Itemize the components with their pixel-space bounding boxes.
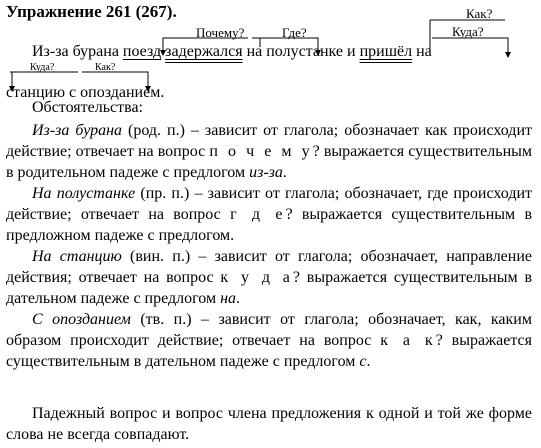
question-gde: Где? (282, 25, 307, 40)
paragraph-na-polustanke (6, 183, 532, 246)
word-prishel: пришёл (359, 43, 413, 60)
word-polustanke: полустанке (266, 43, 343, 60)
paragraph-text: ? выражается существительным в дательном падеже с предлогом (6, 332, 532, 370)
paragraph-lead: На станцию (32, 248, 122, 265)
spaced-question: г д е (230, 206, 286, 223)
paragraph-end: . (366, 353, 371, 370)
paragraph-text: (вин. п.) – зависит от глагола; обозначает, направление действия; отвечает на вопрос (6, 248, 533, 286)
paragraph-lead: С опозданием (32, 311, 131, 328)
arrow-kuda-top (432, 38, 508, 52)
word-na: на (246, 43, 263, 60)
paragraph-iz-za-burana (6, 120, 532, 183)
paragraph-na-stanciyu (6, 246, 532, 309)
example-sentence-line2: станцию с опозданием. (6, 84, 165, 101)
paragraph-text: ? выражается существительным в родительном падеже с предлогом (6, 143, 533, 181)
paragraph-text: (тв. п.) – зависит от глагола; обозначает, как, каким образом происходит действие; отвечает на вопрос (6, 311, 532, 349)
preposition: на (220, 290, 237, 307)
paragraph-lead: На полустанке (32, 185, 136, 202)
word-poezd: поезд (122, 43, 162, 60)
note-paragraph: Падежный вопрос и вопрос члена предложения к одной и той же форме слова не всегда совпадают. (6, 405, 532, 443)
exercise-title: Упражнение 261 (267). (6, 2, 177, 21)
paragraph-text: (род. п.) – зависит от глагола; обозначает как происходит действие; отвечает на вопрос (6, 122, 532, 160)
spaced-question: к а к (380, 332, 436, 349)
word-zaderzhalsya: задержался (165, 43, 243, 60)
section-label: Обстоятельства: (32, 99, 143, 116)
question-pochemu: Почему? (196, 25, 245, 40)
question-kuda-top: Куда? (452, 24, 484, 39)
word-i: и (347, 43, 356, 60)
spaced-question: к у д а (220, 269, 293, 286)
preposition: из-за (249, 164, 283, 181)
preposition: с (359, 353, 367, 370)
paragraph-text: ? выражается существительным в дательном падеже с предлогом (6, 269, 533, 307)
paragraph-end: . (236, 290, 241, 307)
paragraph-text: (пр. п.) – зависит от глагола; обозначает, где происходит действие; отвечает на вопрос (6, 185, 533, 223)
word-na-2: на (416, 43, 432, 60)
paragraph-text: ? выражается существительным в предложном падеже с предлогом. (6, 206, 532, 244)
paragraph-s-opozdaniem (6, 309, 532, 372)
question-kak-left: Как? (95, 62, 116, 73)
word-iz-za: Из-за (32, 43, 69, 60)
word-burana: бурана (72, 43, 119, 60)
example-sentence-line1 (32, 42, 432, 61)
paragraph-end: . (282, 164, 287, 181)
question-kuda-left: Куда? (30, 62, 55, 73)
paragraph-lead: Из-за бурана (32, 122, 123, 139)
question-kak-top: Как? (466, 6, 493, 21)
spaced-question: п о ч е м у (209, 143, 313, 160)
